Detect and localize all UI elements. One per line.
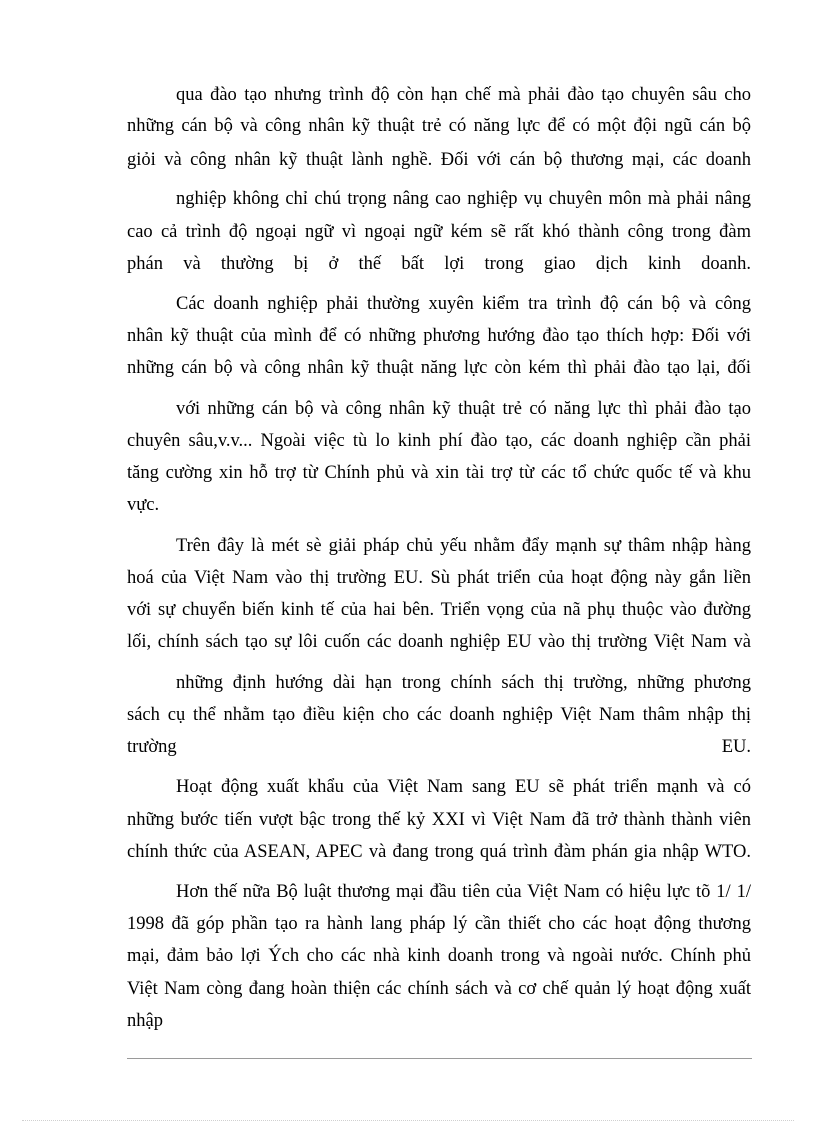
text-line: qua đào tạo nhưng trình độ còn hạn chế mà phải đào tạo chuyên sâu cho (176, 85, 751, 105)
text-line: Hơn thế nữa Bộ luật thương mại đầu tiên của Việt Nam có hiệu lực tõ 1/ 1/ (176, 882, 751, 902)
text-line: với sự chuyển biến kinh tế của hai bên. Triển vọng của nã phụ thuộc vào đường (127, 600, 751, 620)
footer-rule (127, 1058, 752, 1059)
text-line: với những cán bộ và công nhân kỹ thuật trẻ có năng lực thì phải đào tạo (176, 399, 751, 419)
text-line: nhân kỹ thuật của mình để có những phương hướng đào tạo thích hợp: Đối với (127, 326, 751, 346)
text-line: nghiệp không chỉ chú trọng nâng cao nghiệp vụ chuyên môn mà phải nâng (176, 189, 751, 209)
text-line: tăng cường xin hỗ trợ từ Chính phủ và xin tài trợ từ các tổ chức quốc tế và khu (127, 463, 751, 483)
text-line: những bước tiến vượt bậc trong thế kỷ XXI vì Việt Nam đã trở thành thành viên (127, 810, 751, 830)
text-line: phán và thường bị ở thế bất lợi trong giao dịch kinh doanh. (127, 254, 751, 274)
text-line: những định hướng dài hạn trong chính sách thị trường, những phương (176, 673, 751, 693)
text-line: nhập (127, 1011, 163, 1031)
text-line: mại, đảm bảo lợi Ých cho các nhà kinh doanh trong và ngoài nước. Chính phủ (127, 946, 751, 966)
text-line: cao cả trình độ ngoại ngữ vì ngoại ngữ kém sẽ rất khó thành công trong đàm (127, 222, 751, 242)
text-line: Trên đây là mét sè giải pháp chủ yếu nhằm đẩy mạnh sự thâm nhập hàng (176, 536, 751, 556)
text-line: hoá của Việt Nam vào thị trường EU. Sù phát triển của hoạt động này gắn liền (127, 568, 751, 588)
text-line: những cán bộ và công nhân kỹ thuật năng lực còn kém thì phải đào tạo lại, đối (127, 358, 751, 378)
text-line: Hoạt động xuất khẩu của Việt Nam sang EU sẽ phát triển mạnh và có (176, 777, 751, 797)
text-line: vực. (127, 495, 160, 515)
text-line: chuyên sâu,v.v... Ngoài việc tù lo kinh phí đào tạo, các doanh nghiệp cần phải (127, 431, 751, 451)
text-line: Các doanh nghiệp phải thường xuyên kiểm tra trình độ cán bộ và công (176, 294, 751, 314)
text-line: 1998 đã góp phần tạo ra hành lang pháp lý cần thiết cho các hoạt động thương (127, 914, 751, 934)
text-line: giỏi và công nhân kỹ thuật lành nghề. Đối với cán bộ thương mại, các doanh (127, 150, 751, 170)
text-line: trường EU. (127, 737, 751, 757)
text-line: những cán bộ và công nhân kỹ thuật trẻ có năng lực để có một đội ngũ cán bộ (127, 116, 751, 136)
text-line: Việt Nam còng đang hoàn thiện các chính sách và cơ chế quản lý hoạt động xuất (127, 979, 751, 999)
page-edge (22, 1120, 794, 1121)
text-line: chính thức của ASEAN, APEC và đang trong quá trình đàm phán gia nhập WTO. (127, 842, 751, 862)
text-line: sách cụ thể nhằm tạo điều kiện cho các doanh nghiệp Việt Nam thâm nhập thị (127, 705, 751, 725)
text-line: lối, chính sách tạo sự lôi cuốn các doanh nghiệp EU vào thị trường Việt Nam và (127, 632, 751, 652)
